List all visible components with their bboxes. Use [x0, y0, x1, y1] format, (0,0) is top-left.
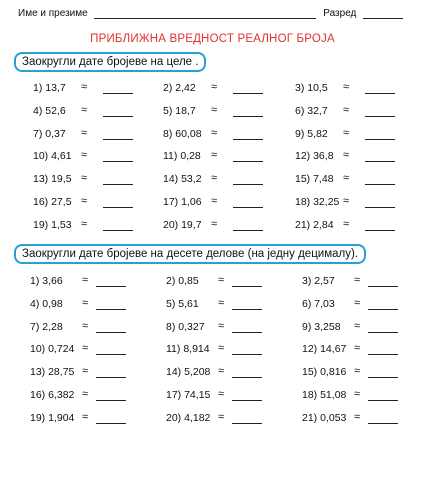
approx-symbol: ≈: [211, 217, 218, 230]
answer-blank[interactable]: [233, 83, 263, 94]
answer-blank[interactable]: [368, 322, 398, 333]
exercise-number: 9) 3,258: [302, 320, 341, 333]
exercise-number: 1) 13,7: [33, 82, 66, 94]
answer-blank[interactable]: [103, 129, 133, 140]
exercise-number: 16) 6,382: [30, 389, 75, 401]
exercise-number: 13) 28,75: [30, 366, 75, 379]
name-label: Име и презиме: [18, 8, 88, 19]
approx-symbol: ≈: [81, 126, 88, 139]
approx-symbol: ≈: [81, 103, 88, 116]
exercise-number: 11) 0,28: [163, 150, 201, 163]
answer-blank[interactable]: [96, 276, 126, 287]
answer-blank[interactable]: [103, 220, 133, 231]
approx-symbol: ≈: [81, 195, 88, 207]
approx-symbol: ≈: [82, 342, 89, 355]
section2-instruction: Заокругли дате бројеве на десете делове (на једну децималу).: [14, 244, 366, 264]
answer-blank[interactable]: [232, 390, 262, 401]
grade-field[interactable]: [363, 8, 403, 19]
answer-blank[interactable]: [365, 220, 395, 231]
approx-symbol: ≈: [354, 365, 361, 378]
answer-blank[interactable]: [96, 299, 126, 310]
approx-symbol: ≈: [354, 388, 361, 400]
answer-blank[interactable]: [365, 106, 395, 117]
approx-symbol: ≈: [354, 410, 361, 423]
answer-blank[interactable]: [368, 367, 398, 378]
approx-symbol: ≈: [218, 274, 225, 286]
answer-blank[interactable]: [368, 390, 398, 401]
exercise-number: 13) 19,5: [33, 173, 72, 186]
answer-blank[interactable]: [365, 83, 395, 94]
exercise-number: 2) 2,42: [163, 82, 196, 94]
answer-blank[interactable]: [232, 299, 262, 310]
exercise-number: 21) 2,84: [295, 218, 334, 231]
exercise-number: 21) 0,053: [302, 411, 347, 424]
answer-blank[interactable]: [96, 390, 126, 401]
approx-symbol: ≈: [343, 126, 350, 139]
approx-symbol: ≈: [211, 103, 218, 116]
exercise-number: 10) 0,724: [30, 343, 75, 356]
exercise-number: 1) 3,66: [30, 275, 63, 287]
approx-symbol: ≈: [211, 195, 218, 207]
approx-symbol: ≈: [343, 149, 350, 162]
approx-symbol: ≈: [218, 342, 225, 355]
header-row: [18, 8, 403, 19]
answer-blank[interactable]: [365, 129, 395, 140]
answer-blank[interactable]: [233, 220, 263, 231]
approx-symbol: ≈: [218, 410, 225, 423]
answer-blank[interactable]: [103, 197, 133, 208]
approx-symbol: ≈: [218, 296, 225, 309]
approx-symbol: ≈: [81, 172, 88, 185]
exercise-number: 3) 10,5: [295, 82, 328, 94]
approx-symbol: ≈: [343, 195, 350, 207]
approx-symbol: ≈: [211, 126, 218, 139]
approx-symbol: ≈: [218, 365, 225, 378]
answer-blank[interactable]: [368, 344, 398, 355]
exercise-number: 5) 5,61: [166, 297, 199, 310]
exercise-number: 6) 32,7: [295, 104, 328, 117]
answer-blank[interactable]: [96, 367, 126, 378]
approx-symbol: ≈: [218, 388, 225, 400]
exercise-number: 3) 2,57: [302, 275, 335, 287]
answer-blank[interactable]: [232, 276, 262, 287]
answer-blank[interactable]: [233, 106, 263, 117]
approx-symbol: ≈: [343, 81, 350, 93]
exercise-number: 9) 5,82: [295, 127, 328, 140]
answer-blank[interactable]: [365, 174, 395, 185]
answer-blank[interactable]: [365, 197, 395, 208]
exercise-number: 19) 1,904: [30, 411, 75, 424]
approx-symbol: ≈: [82, 410, 89, 423]
answer-blank[interactable]: [232, 344, 262, 355]
exercise-number: 4) 0,98: [30, 297, 63, 310]
approx-symbol: ≈: [82, 274, 89, 286]
exercise-number: 4) 52,6: [33, 104, 66, 117]
exercise-number: 15) 0,816: [302, 366, 347, 379]
approx-symbol: ≈: [81, 81, 88, 93]
exercise-number: 18) 32,25: [295, 196, 340, 208]
approx-symbol: ≈: [81, 217, 88, 230]
exercise-number: 8) 0,327: [166, 320, 205, 333]
approx-symbol: ≈: [82, 365, 89, 378]
approx-symbol: ≈: [343, 103, 350, 116]
exercise-number: 6) 7,03: [302, 297, 335, 310]
approx-symbol: ≈: [354, 296, 361, 309]
approx-symbol: ≈: [82, 319, 89, 332]
exercise-number: 2) 0,85: [166, 275, 199, 287]
exercise-number: 12) 36,8: [295, 150, 334, 163]
page-title: ПРИБЛИЖНА ВРЕДНОСТ РЕАЛНОГ БРОЈА: [90, 33, 335, 45]
approx-symbol: ≈: [343, 217, 350, 230]
answer-blank[interactable]: [232, 322, 262, 333]
exercise-number: 18) 51,08: [302, 389, 347, 401]
approx-symbol: ≈: [343, 172, 350, 185]
exercise-number: 7) 2,28: [30, 320, 63, 333]
approx-symbol: ≈: [354, 319, 361, 332]
exercise-number: 15) 7,48: [295, 173, 334, 186]
answer-blank[interactable]: [103, 83, 133, 94]
name-field[interactable]: [94, 8, 316, 19]
exercise-number: 14) 5,208: [166, 366, 211, 379]
answer-blank[interactable]: [96, 344, 126, 355]
answer-blank[interactable]: [232, 413, 262, 424]
answer-blank[interactable]: [96, 413, 126, 424]
answer-blank[interactable]: [96, 322, 126, 333]
section1-instruction: Заокругли дате бројеве на целе .: [14, 52, 206, 72]
exercise-number: 19) 1,53: [33, 218, 72, 231]
exercise-number: 20) 4,182: [166, 411, 211, 424]
answer-blank[interactable]: [233, 197, 263, 208]
answer-blank[interactable]: [103, 151, 133, 162]
approx-symbol: ≈: [81, 149, 88, 162]
answer-blank[interactable]: [233, 174, 263, 185]
grade-label: Разред: [323, 8, 357, 19]
exercise-number: 10) 4,61: [33, 150, 72, 163]
answer-blank[interactable]: [232, 367, 262, 378]
exercise-number: 12) 14,67: [302, 343, 347, 356]
answer-blank[interactable]: [103, 106, 133, 117]
answer-blank[interactable]: [233, 129, 263, 140]
approx-symbol: ≈: [211, 81, 218, 93]
exercise-number: 14) 53,2: [163, 173, 202, 186]
exercise-number: 20) 19,7: [163, 218, 202, 231]
approx-symbol: ≈: [82, 388, 89, 400]
exercise-number: 17) 74,15: [166, 389, 211, 401]
exercise-number: 11) 8,914: [166, 343, 210, 356]
answer-blank[interactable]: [233, 151, 263, 162]
approx-symbol: ≈: [211, 149, 218, 162]
exercise-number: 7) 0,37: [33, 127, 66, 140]
approx-symbol: ≈: [218, 319, 225, 332]
answer-blank[interactable]: [368, 299, 398, 310]
exercise-number: 16) 27,5: [33, 196, 72, 208]
exercise-number: 17) 1,06: [163, 196, 202, 208]
exercise-number: 8) 60,08: [163, 127, 202, 140]
exercise-number: 5) 18,7: [163, 104, 196, 117]
approx-symbol: ≈: [211, 172, 218, 185]
approx-symbol: ≈: [354, 342, 361, 355]
answer-blank[interactable]: [365, 151, 395, 162]
answer-blank[interactable]: [103, 174, 133, 185]
answer-blank[interactable]: [368, 413, 398, 424]
answer-blank[interactable]: [368, 276, 398, 287]
approx-symbol: ≈: [354, 274, 361, 286]
approx-symbol: ≈: [82, 296, 89, 309]
